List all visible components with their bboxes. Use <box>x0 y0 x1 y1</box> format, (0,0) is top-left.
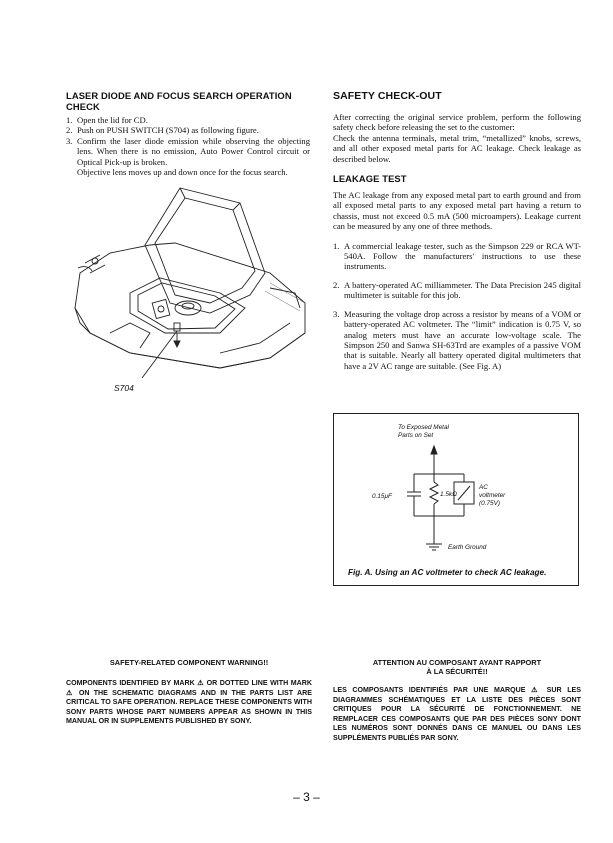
capacitor-label: 0.15μF <box>372 493 392 500</box>
cd-player-illustration <box>70 183 310 393</box>
list-item: 3. Measuring the voltage drop across a resistor by means of a VOM or battery-operated AC voltmeter. The “limit” indication is 0.75 V, so analog meters must have an accurate low-voltage scale. The Simpson 250 and Sanwa SH-63Trd are examples of a passive VOM that is suitable. Nearly all battery operated digital multimeters that have a 2V AC range are suitable. (See Fig. A) <box>333 308 581 371</box>
page-number: – 3 – <box>293 790 320 804</box>
laser-check-steps <box>66 115 310 167</box>
voltmeter-label: AC voltmeter (0.75V) <box>479 484 506 507</box>
warning-fr-title-1: ATTENTION AU COMPOSANT AYANT RAPPORT <box>372 658 542 667</box>
safety-intro-2: Check the antenna terminals, metal trim, “metallized” knobs, screws, and all other exposed metal parts for AC leakage. Check leakage as described below. <box>333 132 581 164</box>
laser-check-title: LASER DIODE AND FOCUS SEARCH OPERATION CHECK <box>66 90 292 112</box>
figure-caption: Fig. A. Using an AC voltmeter to check AC leakage. <box>348 568 547 577</box>
leakage-test-body: The AC leakage from any exposed metal part to earth ground and from all exposed metal parts to any exposed metal part having a return to chassis, must not exceed 0.5 mA (500 microampers). Leakage current can be measured by any one of three methods. <box>333 190 581 232</box>
leakage-circuit-diagram <box>334 414 580 564</box>
laser-check-section <box>66 90 310 177</box>
figure-a <box>333 413 579 586</box>
focus-search-note: Objective lens moves up and down once for the focus search. <box>77 167 288 178</box>
warning-fr-title-2: À LA SÉCURITÉ!! <box>426 667 488 676</box>
safety-warning-fr <box>333 658 581 744</box>
warning-en-body: COMPONENTS IDENTIFIED BY MARK ⚠ OR DOTTED LINE WITH MARK ⚠ ON THE SCHEMATIC DIAGRAMS AND IN THE PARTS LIST ARE CRITICAL TO SAFE OPERATION. REPLACE THESE COMPONENTS WITH SONY PARTS WHOSE PART NUMBERS APPEAR AS SHOWN IN THIS MANUAL OR IN SUPPLEMENTS PUBLISHED BY SONY. <box>66 679 312 726</box>
safety-checkout-title: SAFETY CHECK-OUT <box>333 90 442 102</box>
safety-checkout-section <box>333 90 581 379</box>
list-item: 1. A commercial leakage tester, such as the Simpson 229 or RCA WT-540A. Follow the manufacturers' instructions to use these instruments. <box>333 240 581 272</box>
list-item: 2. Push on PUSH SWITCH (S704) as following figure. <box>66 125 259 136</box>
exposed-metal-label: To Exposed Metal Parts on Set <box>398 424 449 439</box>
safety-intro: After correcting the original service problem, perform the following safety check before releasing the set to the customer: <box>333 112 581 133</box>
list-item: 1. Open the lid for CD. <box>66 115 148 125</box>
safety-warning-en <box>66 658 312 727</box>
leakage-methods <box>333 241 581 371</box>
list-item: 3. Confirm the laser diode emission while observing the objecting lens. When there is no emission, Auto Power Control circuit or Optical Pick-up is broken. <box>66 135 310 167</box>
leakage-test-title: LEAKAGE TEST <box>333 173 407 185</box>
s704-label: S704 <box>114 383 134 393</box>
earth-ground-label: Earth Ground <box>448 544 487 551</box>
list-item: 2. A battery-operated AC milliammeter. The Data Precision 245 digital multimeter is suitable for this job. <box>333 279 581 301</box>
warning-fr-body: LES COMPOSANTS IDENTIFIÉS PAR UNE MARQUE ⚠ SUR LES DIAGRAMMES SCHÉMATIQUES ET LA LISTE DES PIÈCES SONT CRITIQUES POUR LA SÉCURITÉ DE FONCTIONNEMENT. NE REMPLACER CES COMPOSANTS QUE PAR DES PIÈCES SONY DONT LES NUMÉROS SONT DONNÉS DANS CE MANUEL OU DANS LES SUPPLÉMENTS PUBLIÉS PAR SONY. <box>333 686 581 742</box>
warning-en-title: SAFETY-RELATED COMPONENT WARNING!! <box>109 658 269 667</box>
resistor-label: 1.5kΩ <box>440 491 457 498</box>
